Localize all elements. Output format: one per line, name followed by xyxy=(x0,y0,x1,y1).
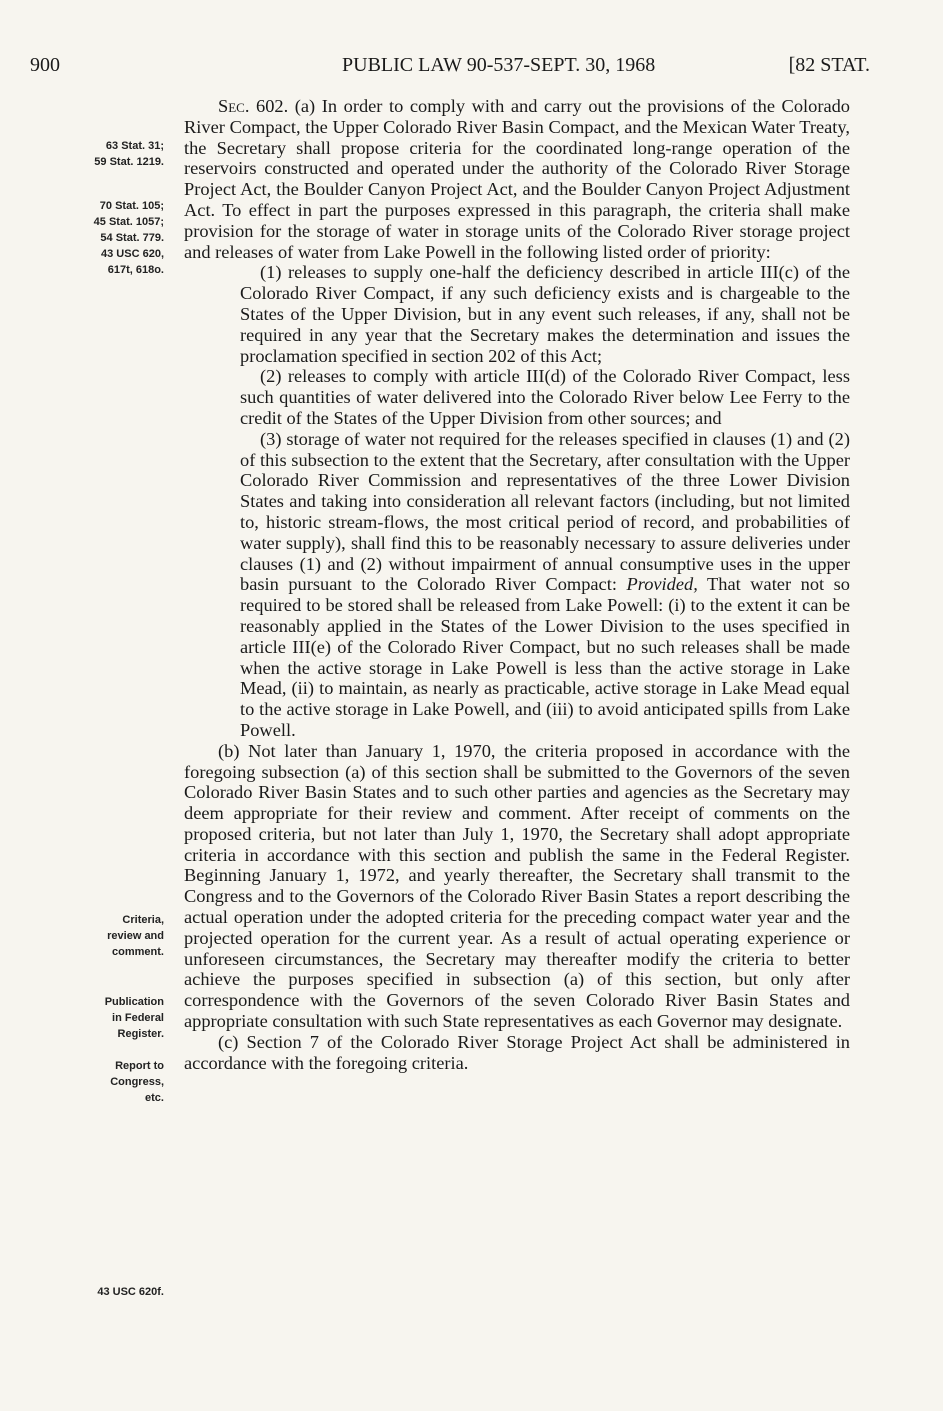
clause-3: (3) storage of water not required for the releases specified in clauses (1) and (2) of this subsection to the extent that the Secretary, after consultation with the Upper Colorado River Commission and representatives of the three Lower Division States and taking into consideration all relevant factors (including, but not limited to, historic stream-flows, the most critical period of record, and probabilities of water supply), shall find this to be reasonably necessary to assure deliveries under clauses (1) and (2) without impairment of annual consumptive uses in the upper basin pursuant to the Colorado River Compact: Provided, That water not so required to be stored shall be released from Lake Powell: (i) to the extent it can be reasonably applied in the States of the Lower Division to the uses specified in article III(e) of the Colorado River Compact, but no such releases shall be made when the active storage in Lake Powell is less than the active storage in Lake Mead, (ii) to maintain, as nearly as practicable, active storage in Lake Mead equal to the active storage in Lake Powell, and (iii) to avoid anticipated spills from Lake Powell. xyxy=(240,428,851,740)
margin-note-report-to-congress: Report to Congress, etc. xyxy=(110,1060,164,1104)
subsection-a: Sec. 602. (a) In order to comply with and carry out the provisions of the Colorado River Compact, the Upper Colorado River Basin Compact, and the Mexican Water Treaty, the Secretary shall propose criteria for the coordinated long-range operation of the reservoirs constructed and operated under the authority of the Colorado River Storage Project Act, the Boulder Canyon Project Act, and the Boulder Canyon Project Adjustment Act. To effect in part the purposes expressed in this paragraph, the criteria shall make provision for the storage of water in storage units of the Colorado River storage project and releases of water from Lake Powell in the following listed order of priority: xyxy=(184,96,850,262)
margin-note-stat-citation-1: 63 Stat. 31; 59 Stat. 1219. xyxy=(94,140,164,168)
margin-note-stat-citation-2: 70 Stat. 105; 45 Stat. 1057; 54 Stat. 779. 43 USC 620, 617t, 618o. xyxy=(93,200,164,276)
clause-2: (2) releases to comply with article III(d) of the Colorado River Compact, less such quantities of water delivered into the Colorado River below Lee Ferry to the credit of the States of the Upper Division from other sources; and xyxy=(240,366,850,428)
running-head xyxy=(30,54,870,80)
section-body xyxy=(184,96,850,1073)
page-title: PUBLIC LAW 90-537-SEPT. 30, 1968 xyxy=(342,54,656,76)
subsection-c: (c) Section 7 of the Colorado River Storage Project Act shall be administered in accordance with the foregoing criteria. xyxy=(184,1031,850,1073)
provided-proviso: Provided, xyxy=(626,574,698,595)
margin-note-criteria-review: Criteria, review and comment. xyxy=(107,914,164,958)
margin-note-federal-register: Publication in Federal Register. xyxy=(104,996,164,1040)
section-abbreviation: Sec. xyxy=(218,96,250,116)
subsection-b: (b) Not later than January 1, 1970, the criteria proposed in accordance with the foregoing subsection (a) of this section shall be submitted to the Governors of the seven Colorado River Basin States and to such other parties and agencies as the Secretary may deem appropriate for their review and comment. After receipt of comments on the proposed criteria, but not later than July 1, 1970, the Secretary shall adopt appropriate criteria in accordance with this section and publish the same in the Federal Register. Beginning January 1, 1972, and yearly thereafter, the Secretary shall transmit to the Congress and to the Governors of the Colorado River Basin States a report describing the actual operation under the adopted criteria for the preceding compact water year and the projected operation for the current year. As a result of actual operating experience or unforeseen circumstances, the Secretary may thereafter modify the criteria to better achieve the purposes specified in subsection (a) of this section, but only after correspondence with the Governors of the seven Colorado River Basin States and appropriate consultation with such State representatives as each Governor may designate. xyxy=(184,740,850,1032)
clause-1: (1) releases to supply one-half the deficiency described in article III(c) of the Colorado River Compact, if any such deficiency exists and is chargeable to the States of the Upper Division, but in any event such releases, if any, shall not be required in any year that the Secretary makes the determination and issues the proclamation specified in section 202 of this Act; xyxy=(240,262,850,366)
volume-reference: [82 STAT. xyxy=(788,54,870,76)
margin-note-usc-citation: 43 USC 620f. xyxy=(97,1286,164,1298)
page-number: 900 xyxy=(30,54,60,76)
